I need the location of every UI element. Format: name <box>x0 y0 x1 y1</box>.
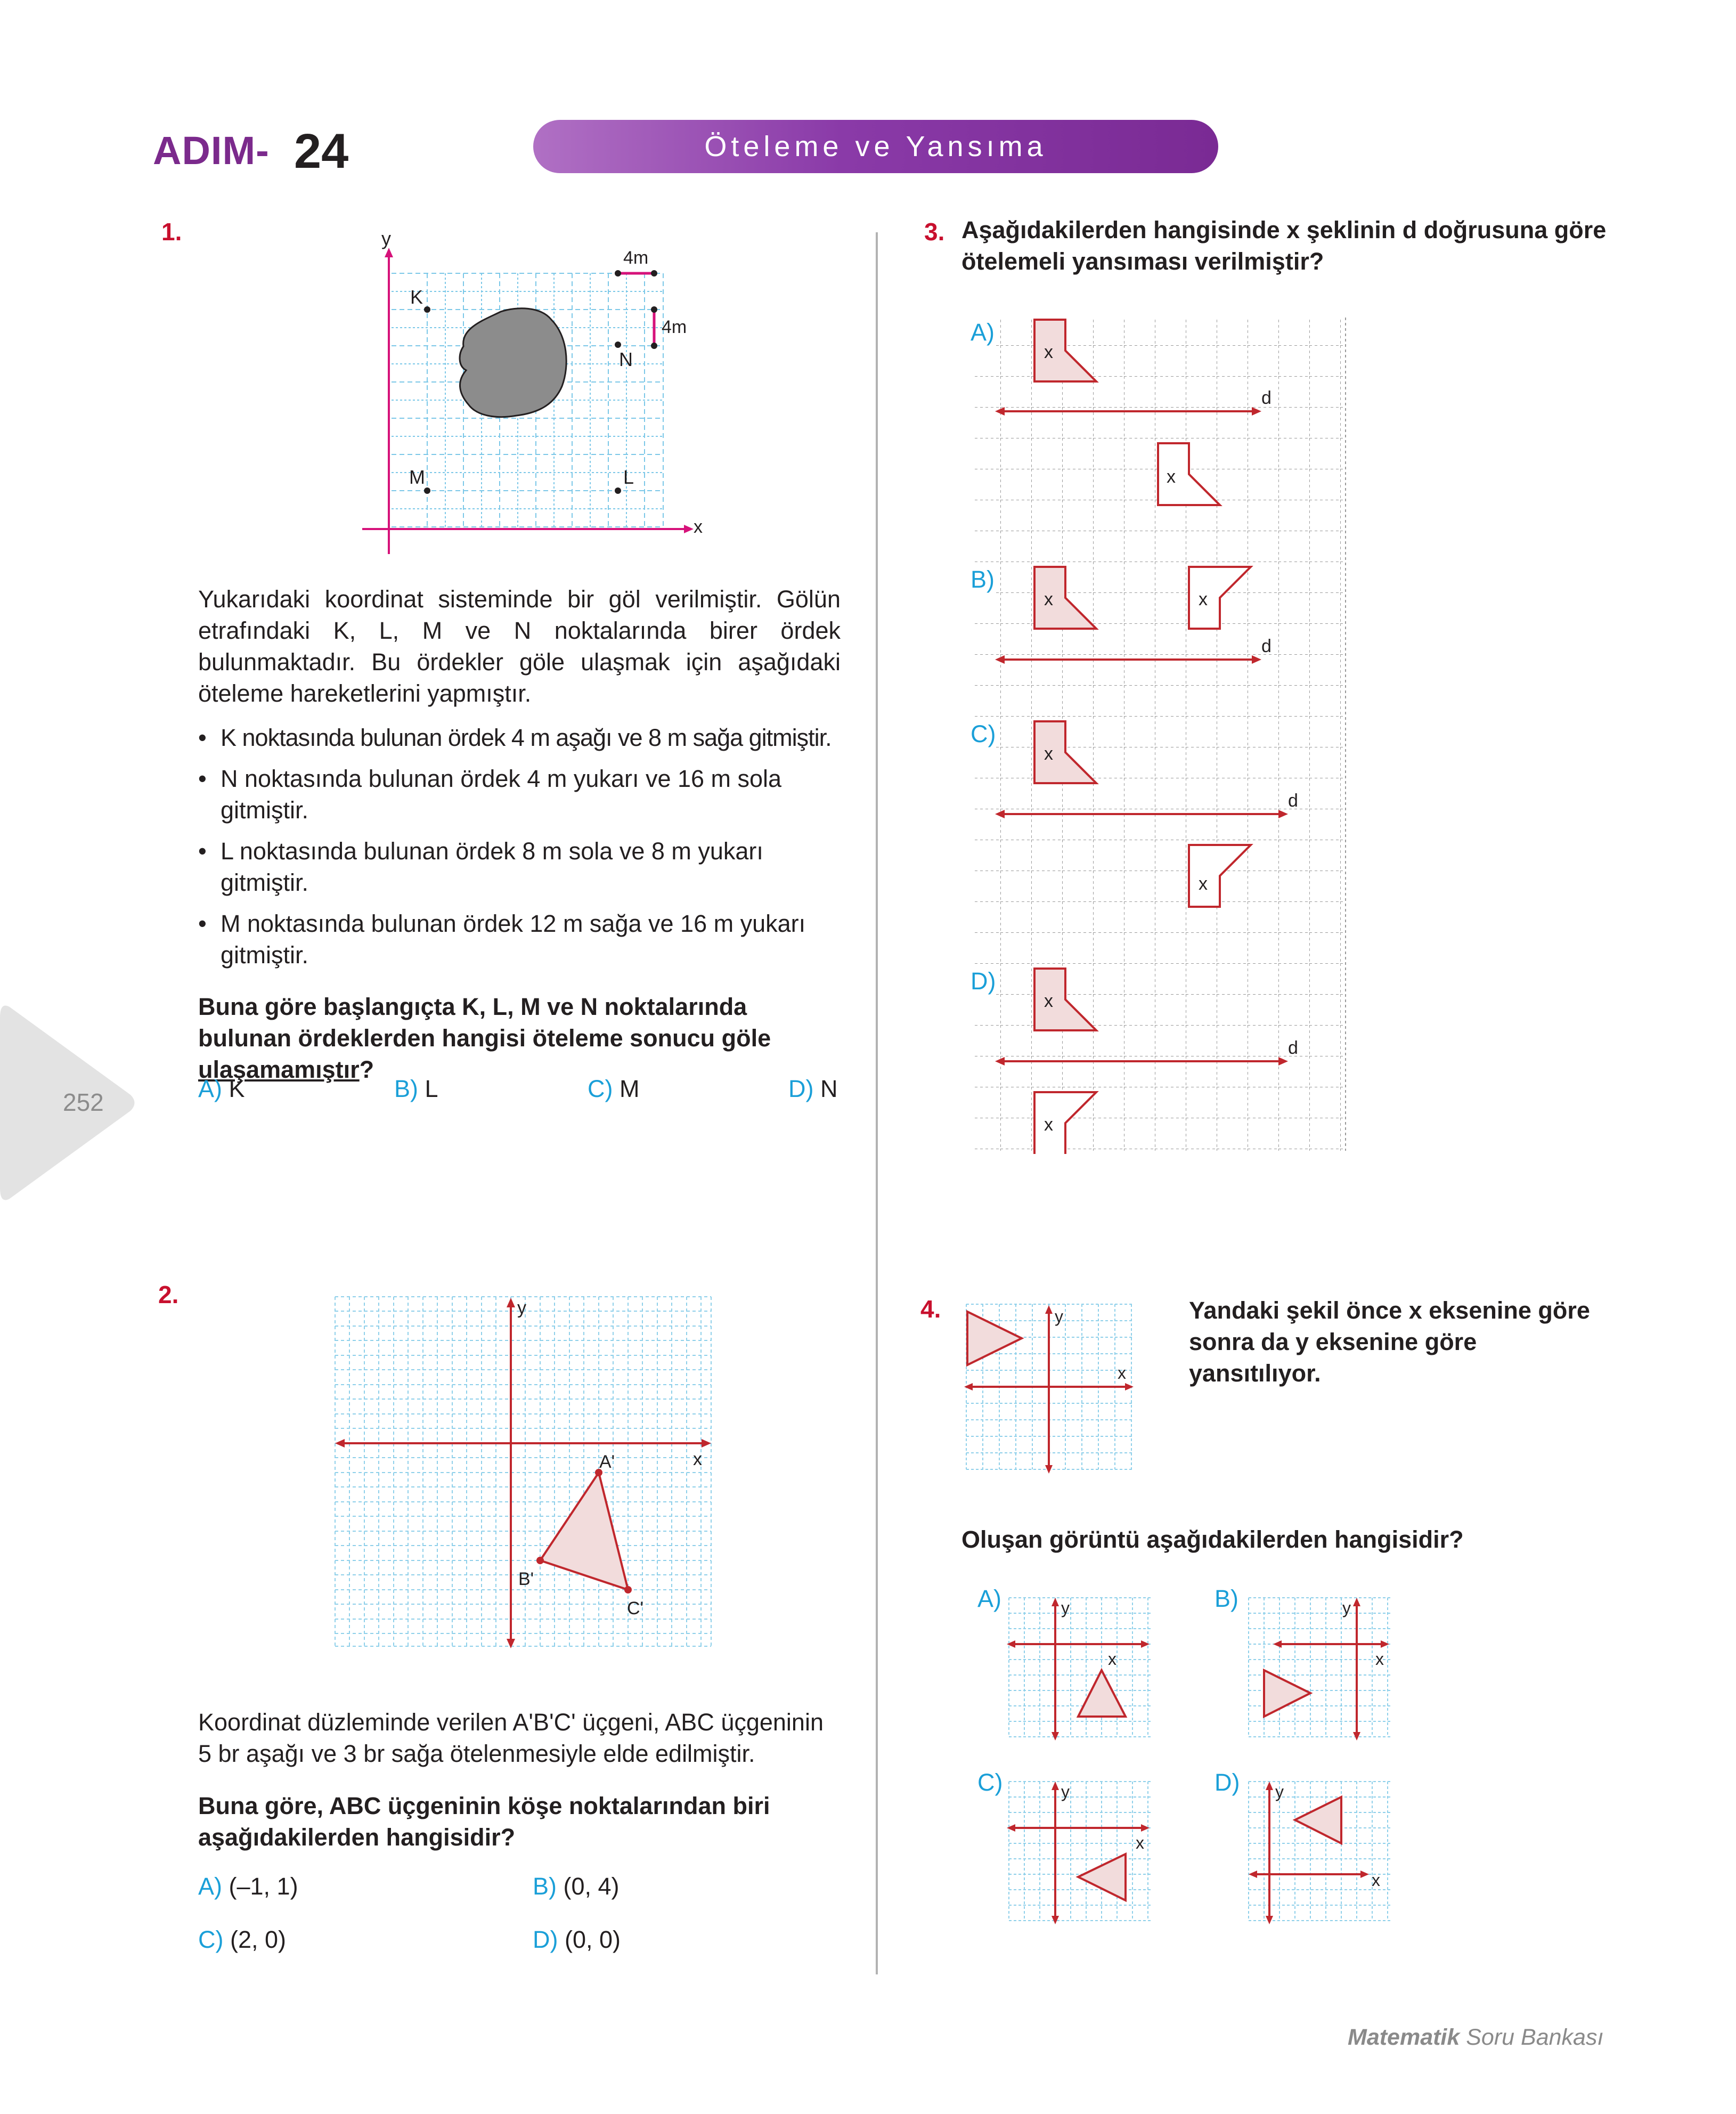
q2-intro: Koordinat düzleminde verilen A'B'C' üçgeni, ABC üçgeninin 5 br aşağı ve 3 br sağa ötelenmesiyle elde edilmiştir. <box>198 1709 824 1767</box>
question-4-number: 4. <box>920 1295 941 1323</box>
q4-option-b[interactable]: B) <box>1215 1585 1238 1612</box>
q1-option-b[interactable]: B) L <box>394 1075 438 1102</box>
q2-option-a[interactable]: A) (–1, 1) <box>198 1873 298 1900</box>
svg-text:x: x <box>1372 1871 1380 1890</box>
q3-option-b[interactable]: B) <box>971 566 995 593</box>
q1-option-a[interactable]: A) K <box>198 1075 245 1102</box>
q2-option-b[interactable]: B) (0, 4) <box>533 1873 620 1900</box>
question-3-number: 3. <box>924 218 945 246</box>
svg-text:d: d <box>1261 636 1272 656</box>
q3-option-d[interactable]: D) <box>971 967 996 995</box>
svg-text:x: x <box>1136 1833 1144 1852</box>
q3-option-c[interactable]: C) <box>971 720 996 747</box>
q2-question: Buna göre, ABC üçgeninin köşe noktalarından biri aşağıdakilerden hangisidir? <box>198 1792 770 1851</box>
svg-text:x: x <box>1167 467 1176 487</box>
q1-intro: Yukarıdaki koordinat sisteminde bir göl verilmiştir. Gölün etrafındaki K, L, M ve N noktalarında birer ördek bulunmaktadır. Bu ördekler göle ulaşmak için aşağıdaki öteleme hareketlerini yapmıştır. <box>198 586 841 707</box>
svg-text:x: x <box>1044 1115 1053 1135</box>
point-M <box>424 487 430 494</box>
q1-bullet: • L noktasında bulunan ördek 8 m sola ve 8 m yukarı gitmiştir. <box>198 835 841 898</box>
q1-lake-figure <box>357 226 703 557</box>
q2-triangle-figure <box>333 1295 716 1652</box>
q2-option-c[interactable]: C) (2, 0) <box>198 1926 287 1953</box>
svg-text:x: x <box>1044 589 1053 609</box>
q4-statement: Yandaki şekil önce x eksenine göre sonra da y eksenine göre yansıtılıyor. <box>1189 1297 1590 1387</box>
step-number: 24 <box>294 124 349 178</box>
footer-book-title: Matematik Soru Bankası <box>1348 2024 1604 2050</box>
q1-bullet: • N noktasında bulunan ördek 4 m yukarı ve 16 m sola gitmiştir. <box>198 763 841 826</box>
svg-text:x: x <box>1044 342 1053 362</box>
svg-text:d: d <box>1288 1038 1298 1058</box>
svg-text:y: y <box>1061 1598 1070 1617</box>
svg-text:x: x <box>1199 589 1208 609</box>
page-number: 252 <box>63 1088 104 1116</box>
q1-bullet: • M noktasında bulunan ördek 12 m sağa ve 16 m yukarı gitmiştir. <box>198 908 841 971</box>
svg-text:x: x <box>1118 1363 1126 1383</box>
q4-option-a[interactable]: A) <box>977 1585 1001 1612</box>
label-N: N <box>619 348 633 370</box>
svg-text:y: y <box>1275 1782 1284 1801</box>
point-L <box>615 487 621 494</box>
label-A-prime: A' <box>599 1452 615 1472</box>
svg-text:y: y <box>1342 1598 1351 1617</box>
q2-option-d[interactable]: D) (0, 0) <box>533 1926 621 1953</box>
q4-option-c[interactable]: C) <box>977 1769 1003 1796</box>
question-1-number: 1. <box>161 218 182 246</box>
label-L: L <box>623 466 634 488</box>
q1-question: Buna göre başlangıçta K, L, M ve N noktalarında bulunan ördeklerden hangisi öteleme sonucu göle ulaşamamıştır? <box>198 993 771 1083</box>
label-M: M <box>409 466 425 488</box>
column-divider <box>876 232 878 1974</box>
q2-x-axis-label: x <box>693 1449 702 1469</box>
svg-text:x: x <box>1044 744 1053 764</box>
svg-text:x: x <box>1044 991 1053 1011</box>
q4-question: Oluşan görüntü aşağıdakilerden hangisidir? <box>961 1526 1464 1553</box>
q2-y-axis-label: y <box>517 1298 526 1318</box>
svg-text:y: y <box>1061 1782 1070 1801</box>
scale-vertical: 4m <box>662 317 687 337</box>
svg-text:d: d <box>1261 388 1272 408</box>
q4-given-triangle <box>967 1312 1022 1365</box>
section-title-banner: Öteleme ve Yansıma <box>533 120 1218 173</box>
svg-text:d: d <box>1288 791 1298 811</box>
q1-option-d[interactable]: D) N <box>788 1075 838 1102</box>
point-N <box>615 342 621 348</box>
q3-option-a[interactable]: A) <box>971 319 995 346</box>
question-2-number: 2. <box>158 1281 179 1308</box>
label-K: K <box>410 286 423 308</box>
scale-horizontal: 4m <box>623 248 649 268</box>
svg-text:x: x <box>1375 1649 1384 1669</box>
q1-question-underlined: ulaşamamıştır <box>198 1056 360 1083</box>
q3-options-figure <box>969 314 1353 1156</box>
q1-bullet: • K noktasında bulunan ördek 4 m aşağı ve 8 m sağa gitmiştir. <box>198 722 841 753</box>
point-K <box>424 306 430 313</box>
q4-option-d[interactable]: D) <box>1215 1769 1240 1796</box>
label-B-prime: B' <box>518 1569 534 1589</box>
svg-text:x: x <box>1199 874 1208 894</box>
lake-shape <box>460 308 566 417</box>
q4-option-b-figure[interactable] <box>1246 1596 1396 1745</box>
step-label: ADIM- <box>153 128 270 173</box>
svg-text:x: x <box>1108 1649 1116 1669</box>
q3-question: Aşağıdakilerden hangisinde x şeklinin d doğrusuna göre ötelemeli yansıması verilmiştir? <box>961 216 1607 275</box>
q4-option-c-figure[interactable] <box>1007 1779 1156 1929</box>
y-axis-label: y <box>381 227 391 249</box>
x-axis-label: x <box>694 517 703 537</box>
q1-option-c[interactable]: C) M <box>588 1075 640 1102</box>
q1-bullet-list <box>198 722 841 980</box>
label-C-prime: C' <box>627 1598 644 1619</box>
svg-text:y: y <box>1055 1307 1063 1326</box>
q4-option-a-figure[interactable] <box>1007 1596 1156 1745</box>
q4-given-figure <box>963 1301 1139 1477</box>
q4-option-d-figure[interactable] <box>1246 1779 1396 1929</box>
